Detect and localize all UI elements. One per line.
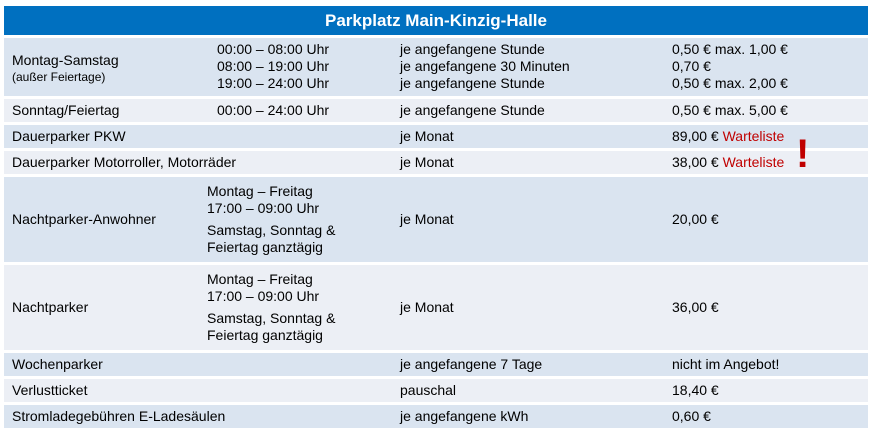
row-unit: je Monat (400, 211, 454, 227)
table-row (4, 405, 868, 428)
row-label: Stromladegebühren E-Ladesäulen (12, 408, 226, 424)
row-price: 18,40 € (672, 382, 719, 398)
row-label: Montag-Samstag (außer Feiertage) (12, 52, 119, 84)
row-unit: je Monat (400, 154, 454, 170)
row-schedule: Montag – Freitag 17:00 – 09:00 Uhr Samstag, Sonntag & Feiertag ganztägig (207, 271, 336, 343)
warning-exclamation-icon: ! (796, 132, 810, 176)
row-unit: je angefangene Stunde (400, 102, 545, 118)
row-unit: je Monat (400, 299, 454, 315)
row-price: nicht im Angebot! (672, 356, 780, 372)
row-price: 0,50 € max. 1,00 € 0,70 € 0,50 € max. 2,00 € (672, 41, 788, 91)
table-title: Parkplatz Main-Kinzig-Halle (4, 6, 868, 35)
row-times: 00:00 – 24:00 Uhr (217, 102, 330, 118)
table-row (4, 38, 868, 96)
waitlist-label: Warteliste (722, 128, 785, 144)
row-label: Wochenparker (12, 356, 103, 372)
table-row (4, 151, 868, 174)
row-price: 36,00 € (672, 299, 719, 315)
row-label: Dauerparker Motorroller, Motorräder (12, 154, 237, 170)
row-label: Sonntag/Feiertag (12, 102, 120, 118)
table-row (4, 125, 868, 148)
price-table (4, 6, 868, 428)
row-unit: pauschal (400, 382, 457, 398)
row-price: 20,00 € (672, 211, 719, 227)
row-price: 89,00 € Warteliste (672, 128, 785, 144)
table-row (4, 177, 868, 262)
row-label: Nachtparker (12, 299, 89, 315)
row-price: 0,60 € (672, 408, 711, 424)
row-unit: je angefangene 7 Tage (400, 356, 543, 372)
row-label: Nachtparker-Anwohner (12, 211, 156, 227)
row-unit: je angefangene Stunde je angefangene 30 Minuten je angefangene Stunde (400, 41, 570, 91)
row-price: 38,00 € Warteliste (672, 154, 785, 170)
row-schedule: Montag – Freitag 17:00 – 09:00 Uhr Samstag, Sonntag & Feiertag ganztägig (207, 183, 336, 255)
row-label: Verlustticket (12, 382, 88, 398)
table-row (4, 353, 868, 376)
row-label: Dauerparker PKW (12, 128, 126, 144)
row-unit: je Monat (400, 128, 454, 144)
table-row (4, 265, 868, 350)
row-unit: je angefangene kWh (400, 408, 529, 424)
row-times: 00:00 – 08:00 Uhr 08:00 – 19:00 Uhr 19:00 – 24:00 Uhr (217, 41, 330, 91)
table-row (4, 99, 868, 122)
row-price: 0,50 € max. 5,00 € (672, 102, 788, 118)
waitlist-label: Warteliste (722, 154, 785, 170)
table-row (4, 379, 868, 402)
